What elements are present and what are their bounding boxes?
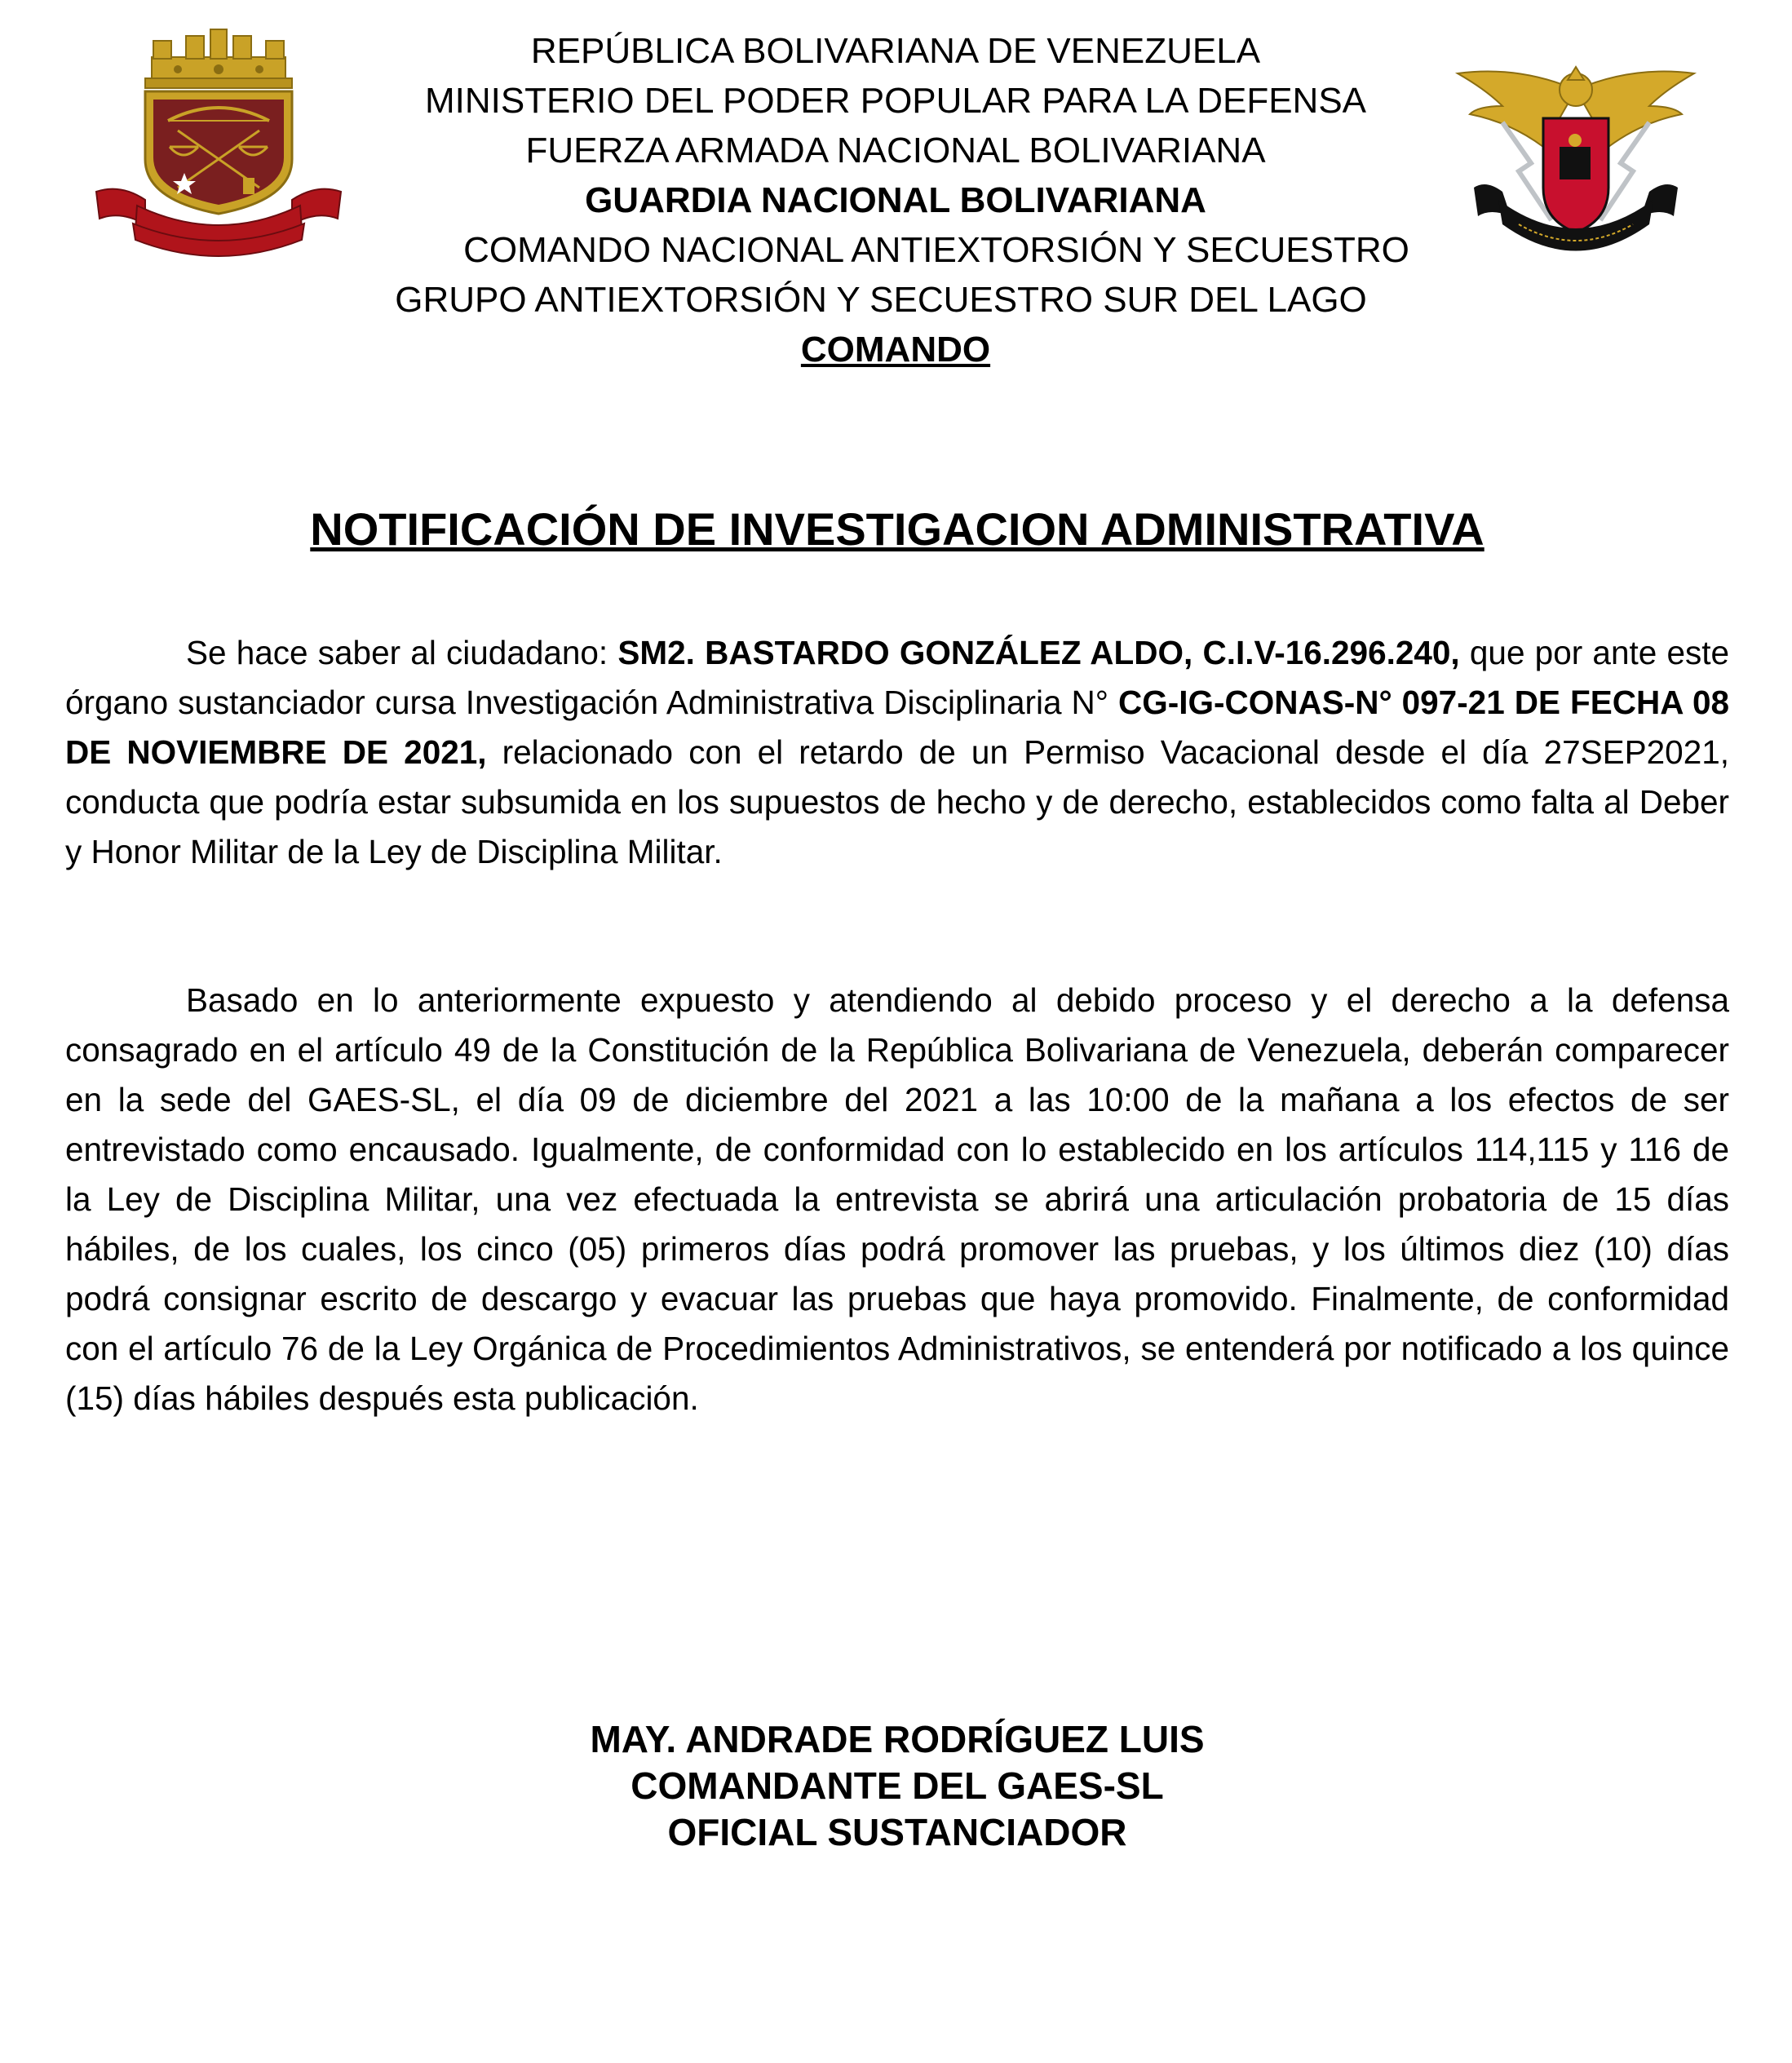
procedure-paragraph: Basado en lo anteriormente expuesto y atendiendo al debido proceso y el derecho a la defensa consagrado en el artículo 49 de la Constitución de la República Bolivariana de Venezuela, deberán comparecer en la sede del GAES-SL, el día 09 de diciembre del 2021 a las 10:00 de la mañana a los efectos de ser entrevistado como encausado. Igualmente, de conformidad con lo establecido en los artículos 114,115 y 116 de la Ley de Disciplina Militar, una vez efectuada la entrevista se abrirá una articulación probatoria de 15 días hábiles, de los cuales, los cinco (05) primeros días podrá promover las pruebas, y los últimos diez (10) días podrá consignar escrito de descargo y evacuar las pruebas que haya promovido. Finalmente, de conformidad con el artículo 76 de la Ley Orgánica de Procedimientos Administrativos, se entenderá por notificado a los quince (15) días hábiles después esta publicación. [65,981,1729,1417]
signature-block [326,1716,1468,1856]
paragraph1-text-3: relacionado con el retardo de un Permiso Vacacional desde el día 27SEP2021, conducta que podría estar subsumida en los supuestos de hecho y de derecho, establecidos como falta al Deber y Honor Militar de la Ley de Disciplina Militar. [65,733,1730,870]
header-line-group: GRUPO ANTIEXTORSIÓN Y SECUESTRO SUR DEL LAGO [395,280,1367,320]
signatory-role: COMANDANTE DEL GAES-SL [631,1764,1164,1807]
header-line-ministry: MINISTERIO DEL PODER POPULAR PARA LA DEFENSA [424,81,1367,121]
header-line-republic: REPÚBLICA BOLIVARIANA DE VENEZUELA [530,31,1261,71]
guardia-nacional-crest-icon [88,24,349,261]
document-title: NOTIFICACIÓN DE INVESTIGACION ADMINISTRATIVA [310,503,1484,555]
notification-paragraph [65,628,1729,877]
letterhead [343,26,1449,374]
paragraph1-text-1: Se hace saber al ciudadano: [186,634,618,671]
case-number: CG-IG-CONAS-N° 097-21 DE FECHA 08 DE NOVIEMBRE DE 2021, [65,684,1730,771]
paragraph1-text-2: que por ante este órgano sustanciador cursa Investigación Administrativa Disciplinaria N° [65,634,1729,721]
header-line-comando: COMANDO [800,330,991,370]
header-line-armed-force: FUERZA ARMADA NACIONAL BOLIVARIANA [525,131,1266,170]
header-line-command: COMANDO NACIONAL ANTIEXTORSIÓN Y SECUESTRO [463,230,1409,270]
citizen-identification: SM2. BASTARDO GONZÁLEZ ALDO, C.I.V-16.296.240, [617,634,1460,671]
signatory-name: MAY. ANDRADE RODRÍGUEZ LUIS [590,1718,1205,1760]
conas-eagle-emblem-icon [1454,57,1698,269]
signatory-office: OFICIAL SUSTANCIADOR [667,1811,1127,1853]
header-line-guardia: GUARDIA NACIONAL BOLIVARIANA [585,180,1206,220]
crown-icon [145,29,292,88]
